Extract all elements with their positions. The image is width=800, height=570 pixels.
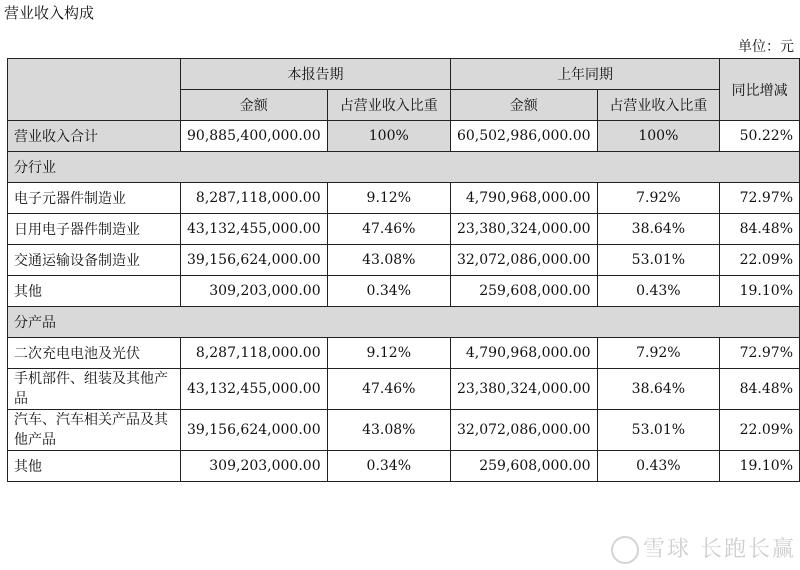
cur-share: 43.08% [327, 410, 450, 451]
cur-amount: 39,156,624,000.00 [181, 410, 328, 451]
table-row [8, 338, 800, 369]
row-label: 电子元器件制造业 [8, 183, 181, 214]
yoy-value: 84.48% [720, 369, 800, 410]
row-label: 营业收入合计 [8, 121, 181, 152]
header-cur-share: 占营业收入比重 [327, 90, 450, 121]
prev-share: 38.64% [597, 369, 720, 410]
cur-share: 47.46% [327, 369, 450, 410]
cur-share: 9.12% [327, 338, 450, 369]
yoy-value: 84.48% [720, 214, 800, 245]
prev-share: 100% [597, 121, 720, 152]
row-label: 手机部件、组装及其他产品 [8, 369, 181, 410]
section-label: 分行业 [8, 152, 800, 183]
cur-share: 9.12% [327, 183, 450, 214]
prev-amount: 23,380,324,000.00 [450, 214, 597, 245]
cur-share: 0.34% [327, 451, 450, 482]
header-prev-amount: 金额 [450, 90, 597, 121]
header-yoy: 同比增减 [720, 59, 800, 121]
row-label: 其他 [8, 451, 181, 482]
row-label: 交通运输设备制造业 [8, 245, 181, 276]
cur-amount: 8,287,118,000.00 [181, 338, 328, 369]
table-row [8, 214, 800, 245]
cur-share: 100% [327, 121, 450, 152]
prev-share: 7.92% [597, 183, 720, 214]
prev-amount: 4,790,968,000.00 [450, 338, 597, 369]
cur-amount: 309,203,000.00 [181, 276, 328, 307]
yoy-value: 72.97% [720, 183, 800, 214]
cur-amount: 90,885,400,000.00 [181, 121, 328, 152]
section-label: 分产品 [8, 307, 800, 338]
row-label: 其他 [8, 276, 181, 307]
header-prior-period: 上年同期 [450, 59, 719, 90]
table-row [8, 276, 800, 307]
snowball-logo-icon [611, 536, 639, 564]
header-row-1 [8, 59, 800, 90]
section-row-product [8, 307, 800, 338]
cur-amount: 43,132,455,000.00 [181, 214, 328, 245]
prev-amount: 4,790,968,000.00 [450, 183, 597, 214]
table-row [8, 245, 800, 276]
cur-amount: 43,132,455,000.00 [181, 369, 328, 410]
row-label: 日用电子器件制造业 [8, 214, 181, 245]
cur-amount: 309,203,000.00 [181, 451, 328, 482]
cur-share: 43.08% [327, 245, 450, 276]
unit-label: 单位：元 [738, 39, 794, 55]
prev-amount: 32,072,086,000.00 [450, 410, 597, 451]
prev-amount: 23,380,324,000.00 [450, 369, 597, 410]
prev-amount: 60,502,986,000.00 [450, 121, 597, 152]
prev-amount: 259,608,000.00 [450, 451, 597, 482]
yoy-value: 19.10% [720, 276, 800, 307]
yoy-value: 22.09% [720, 410, 800, 451]
prev-share: 53.01% [597, 245, 720, 276]
prev-amount: 259,608,000.00 [450, 276, 597, 307]
prev-share: 53.01% [597, 410, 720, 451]
yoy-value: 50.22% [720, 121, 800, 152]
cur-amount: 8,287,118,000.00 [181, 183, 328, 214]
table-row [8, 451, 800, 482]
prev-amount: 32,072,086,000.00 [450, 245, 597, 276]
revenue-table [7, 58, 800, 482]
prev-share: 0.43% [597, 451, 720, 482]
cur-amount: 39,156,624,000.00 [181, 245, 328, 276]
row-label: 汽车、汽车相关产品及其他产品 [8, 410, 181, 451]
section-row-industry [8, 152, 800, 183]
header-blank [8, 59, 181, 121]
prev-share: 7.92% [597, 338, 720, 369]
cur-share: 0.34% [327, 276, 450, 307]
header-prev-share: 占营业收入比重 [597, 90, 720, 121]
watermark-text: 雪球 长跑长赢 [643, 537, 796, 562]
yoy-value: 19.10% [720, 451, 800, 482]
row-label: 二次充电电池及光伏 [8, 338, 181, 369]
yoy-value: 72.97% [720, 338, 800, 369]
header-current-period: 本报告期 [181, 59, 451, 90]
table-row [8, 183, 800, 214]
total-row [8, 121, 800, 152]
prev-share: 38.64% [597, 214, 720, 245]
prev-share: 0.43% [597, 276, 720, 307]
watermark [611, 532, 796, 564]
table-row [8, 410, 800, 451]
cur-share: 47.46% [327, 214, 450, 245]
table-row [8, 369, 800, 410]
yoy-value: 22.09% [720, 245, 800, 276]
page-title: 营业收入构成 [4, 4, 95, 22]
header-cur-amount: 金额 [181, 90, 328, 121]
